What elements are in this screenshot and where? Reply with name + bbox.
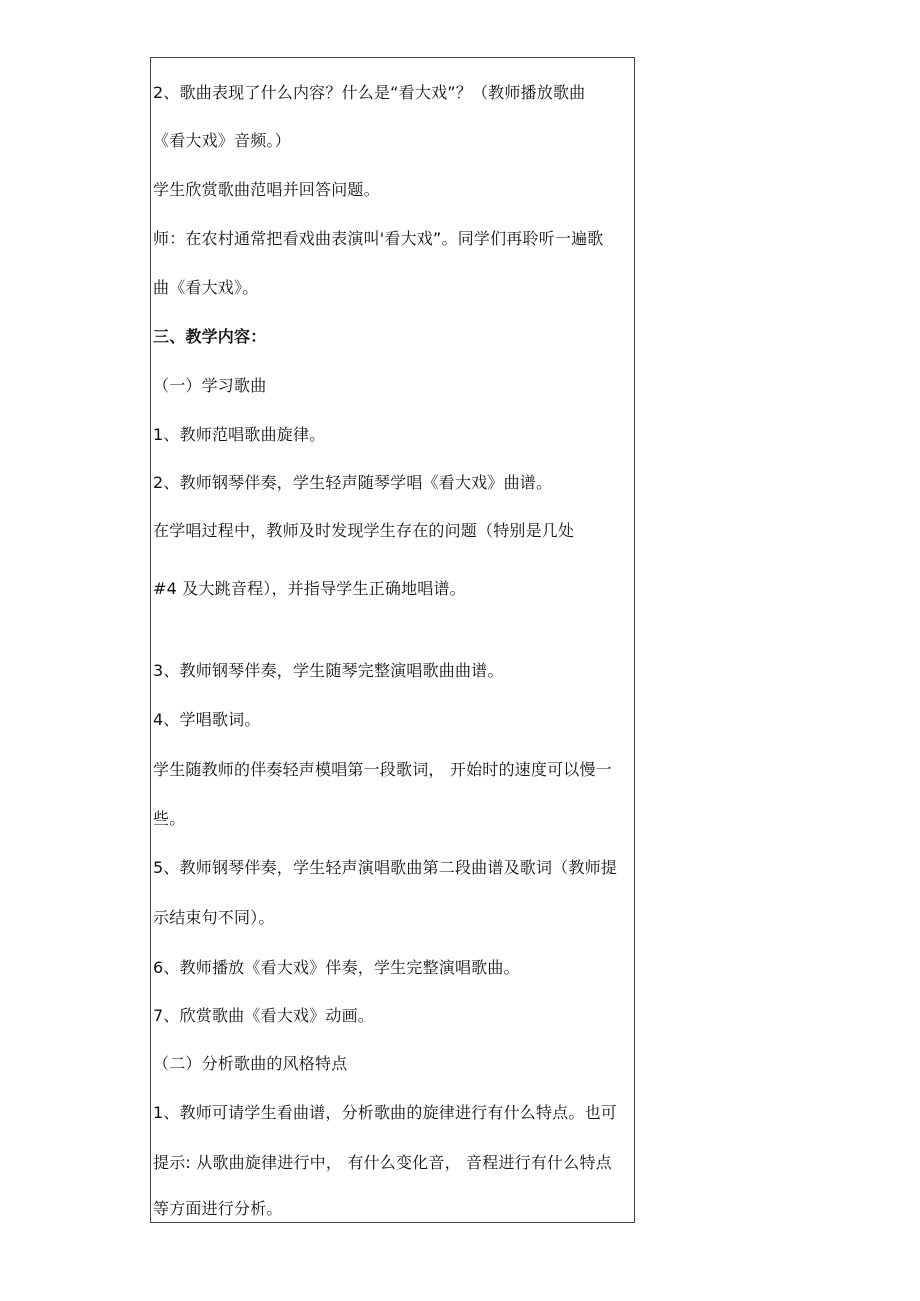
text-line: 示结束句不同）。 <box>153 908 275 927</box>
text-line: 《看大戏》音频。） <box>153 131 291 150</box>
text-line: 6、教师播放《看大戏》伴奏，学生完整演唱歌曲。 <box>153 958 520 977</box>
text-line: 提示: 从歌曲旋律进行中， 有什么变化音， 音程进行有什么特点 <box>153 1153 612 1172</box>
text-line: 1、教师可请学生看曲谱，分析歌曲的旋律进行有什么特点。也可 <box>153 1103 617 1122</box>
text-line: 学生随教师的伴奏轻声模唱第一段歌词， 开始时的速度可以慢一 <box>153 760 612 779</box>
section-heading: 三、教学内容： <box>153 327 267 346</box>
text-line: 些。 <box>153 809 186 828</box>
text-line: 1、教师范唱歌曲旋律。 <box>153 425 326 444</box>
subsection-heading: （一）学习歌曲 <box>153 376 267 395</box>
text-line: 2、歌曲表现了什么内容？什么是“看大戏”？（教师播放歌曲 <box>153 83 586 102</box>
text-line: 师：在农村通常把看戏曲表演叫'看大戏”。同学们再聆听一遍歌 <box>153 229 604 248</box>
subsection-heading: （二）分析歌曲的风格特点 <box>153 1054 348 1073</box>
text-line: 7、欣赏歌曲《看大戏》动画。 <box>153 1006 374 1025</box>
text-line: 在学唱过程中，教师及时发现学生存在的问题（特别是几处 <box>153 521 575 540</box>
text-line: 学生欣赏歌曲范唱并回答问题。 <box>153 180 380 199</box>
text-line: 3、教师钢琴伴奏，学生随琴完整演唱歌曲曲谱。 <box>153 661 504 680</box>
text-line: 等方面进行分析。 <box>153 1199 283 1218</box>
text-line: 曲《看大戏》。 <box>153 278 259 297</box>
text-line: 5、教师钢琴伴奏，学生轻声演唱歌曲第二段曲谱及歌词（教师提 <box>153 858 617 877</box>
text-line: 4、学唱歌词。 <box>153 710 261 729</box>
text-line: #4 及大跳音程），并指导学生正确地唱谱。 <box>153 579 466 598</box>
text-line: 2、教师钢琴伴奏，学生轻声随琴学唱《看大戏》曲谱。 <box>153 473 553 492</box>
